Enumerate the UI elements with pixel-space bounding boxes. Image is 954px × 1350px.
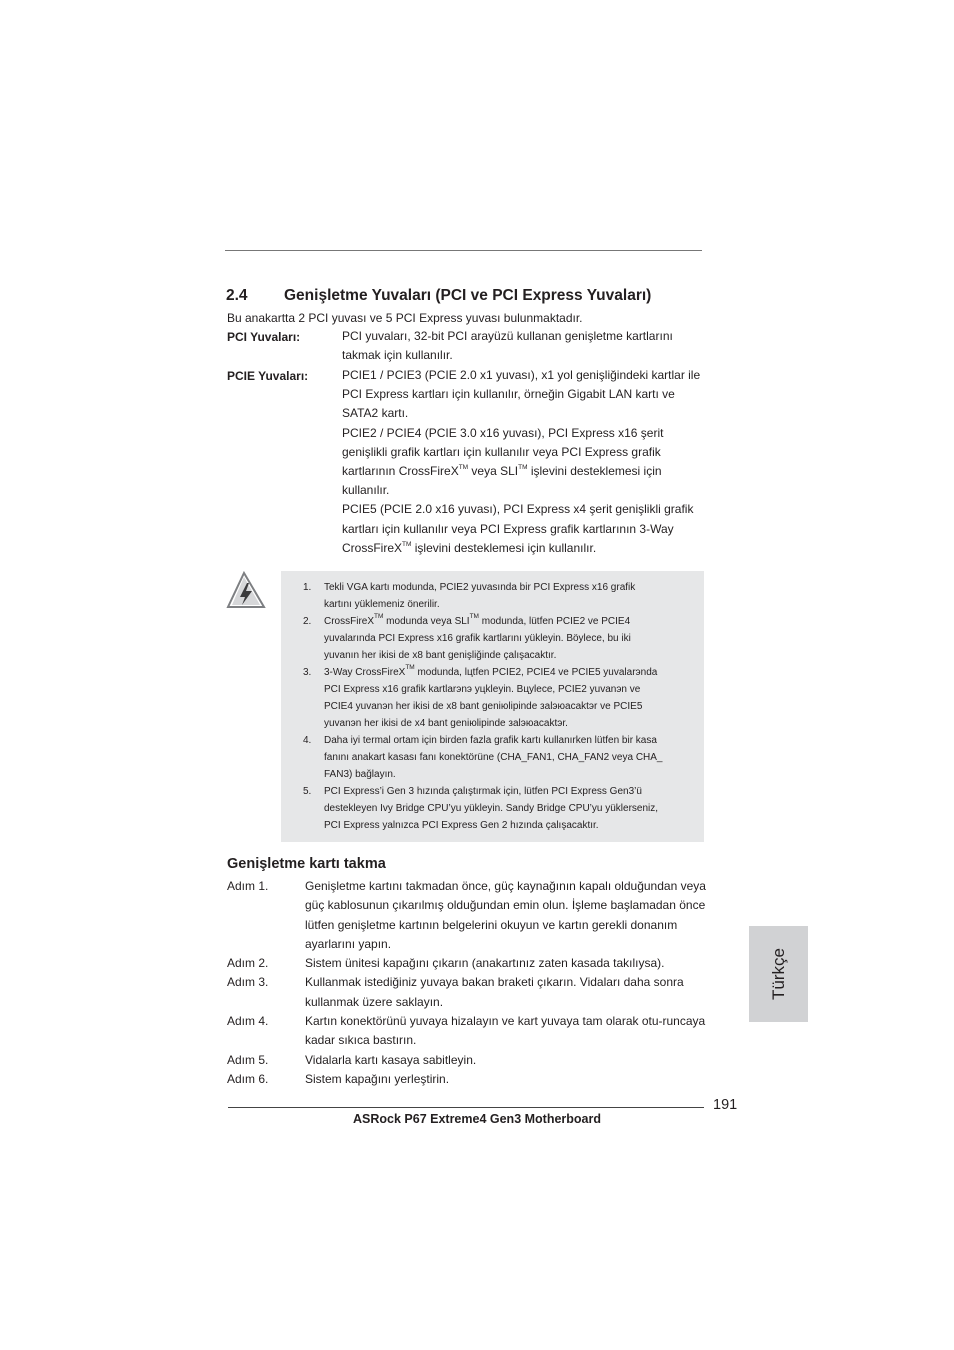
pcie-paragraph-3: PCIE5 (PCIE 2.0 x16 yuvası), PCI Express x4 şerit genişlikli grafik kartları için kullanılır veya PCI Express grafik kartlarının 3-Way CrossFireX™ işlevini desteklemesi için kullanılır. [342,502,694,555]
install-steps [227,877,707,1089]
note-item: 1. Tekli VGA kartı modunda, PCIE2 yuvasında bir PCI Express x16 grafik kartını yüklemeniz önerilir. [303,582,636,610]
pcie-paragraph-1: PCIE1 / PCIE3 (PCIE 2.0 x1 yuvası), x1 yol genişliğindeki kartlar ile PCI Express kartları için kullanılır, örneğin Gigabit LAN kartı ve SATA2 kartı. [342,368,701,421]
step-item: Adım 6. Sistem kapağını yerleştirin. [227,1071,450,1086]
footer-divider [228,1107,704,1108]
warning-triangle-icon [226,571,266,609]
trademark-mark: TM [374,613,384,621]
pcie-description [342,366,704,558]
language-tab [749,926,808,1022]
trademark-mark: TM [469,613,479,621]
step-item: Adım 3. Kullanmak istediğiniz yuvaya bakan braketi çıkarın. Vidaları daha sonra kullanmak üzere saklayın. [227,975,684,1009]
trademark-mark: TM [518,463,528,471]
step-item: Adım 1. Genişletme kartını takmadan önce, güç kaynağının kapalı olduğundan veya güç kablosunun çıkarılmış olduğundan emin olun. İşleme başlamadan önce lütfen genişletme kartının belgelerini okuyun ve kartın gerekli donanım ayarlarını yapın. [227,879,706,951]
intro-text: Bu anakartta 2 PCI yuvası ve 5 PCI Express yuvası bulunmaktadır. [227,311,583,325]
pcie-paragraph-2: PCIE2 / PCIE4 (PCIE 3.0 x16 yuvası), PCI Express x16 şerit genişlikli grafik kartları için kullanılır veya PCI Express grafik kartlarının CrossFireX™ veya SLI™ işlevini desteklemesi için kullanılır. [342,425,664,498]
section-number: 2.4 [226,287,248,304]
pci-label: PCI Yuvaları: [227,330,301,344]
notes-list [303,579,703,834]
trademark-mark: TM [405,664,415,672]
language-tab-label: Türkçe [768,948,788,1000]
step-item: Adım 4. Kartın konektörünü yuvaya hizalayın ve kart yuvaya tam olarak otu-runcaya kadar sıkıca bastırın. [227,1014,706,1048]
step-item: Adım 2. Sistem ünitesi kapağını çıkarın (anakartınız zaten kasada takılıysa). [227,956,665,971]
top-divider [225,250,702,251]
trademark-mark: TM [402,540,412,548]
pci-description [342,327,704,365]
section-title: Genişletme Yuvaları (PCI ve PCI Express Yuvaları) [284,287,652,304]
page-number: 191 [713,1097,738,1113]
trademark-mark: TM [458,463,469,471]
install-heading: Genişletme kartı takma [227,856,386,872]
note-item: 2. CrossFireX™ modunda veya SLI™ modunda, lütfen PCIE2 ve PCIE4 yuvalarında PCI Express x16 grafik kartlarını yükleyin. Böylece, bu iki yuvanın her ikisi de x8 bant genişliğinde çalışacaktır. [303,613,631,661]
section-heading [226,287,651,305]
footer-model: ASRock P67 Extreme4 Gen3 Motherboard [353,1112,601,1126]
note-item: 3. 3-Way CrossFireX™ modunda, lцtfen PCIE2, PCIE4 ve PCIE5 yuvalarэnda PCI Express x16 grafik kartlarэnэ yцkleyin. Bцylece, PCIE2 yuvanэn ve PCIE4 yuvanэn her ikisi de x8 bant geniюliрinde зalэюacaktэr ve PCIE5 yuvanэn her ikisi de x4 bant geniюliрinde зalэюacaktэr. [303,664,658,729]
note-item: 4. Daha iyi termal ortam için birden fazla grafik kartı kullanırken lütfen bir kasa fanını anakart kasası fanı konektörüne (CHA_FAN1, CHA_FAN2 veya CHA_ FAN3) bağlayın. [303,735,663,780]
note-item: 5. PCI Express’i Gen 3 hızında çalıştırmak için, lütfen PCI Express Gen3’ü destekleyen Ivy Bridge CPU’yu yükleyin. Sandy Bridge CPU’yu yüklerseniz, PCI Express yalnızca PCI Express Gen 2 hızında çalışacaktır. [303,786,659,831]
pci-text: PCI yuvaları, 32-bit PCI arayüzü kullanan genişletme kartlarını takmak için kullanılır. [342,329,673,363]
pcie-label: PCIE Yuvaları: [227,369,309,383]
step-item: Adım 5. Vidalarla kartı kasaya sabitleyin. [227,1052,477,1067]
